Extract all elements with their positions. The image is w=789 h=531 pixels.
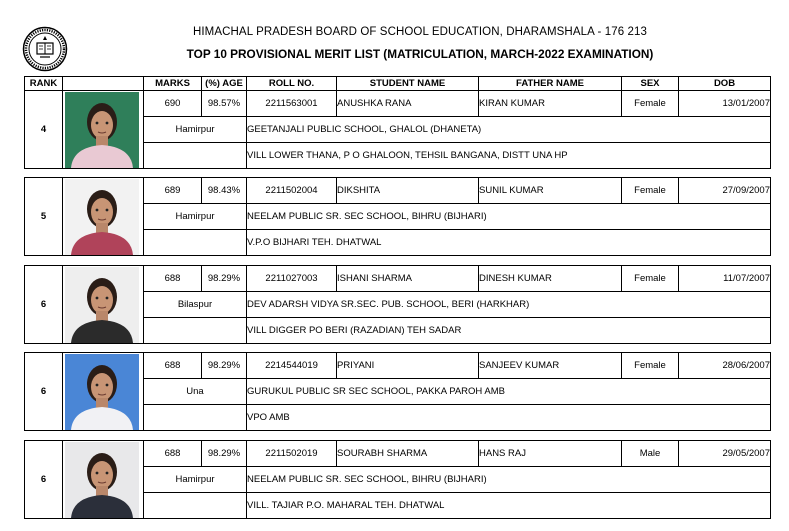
father-name-value: SANJEEV KUMAR — [479, 353, 622, 379]
column-header-row — [24, 76, 771, 91]
student-photo-icon — [65, 354, 139, 430]
father-name-value: HANS RAJ — [479, 441, 622, 467]
marks-value: 688 — [144, 441, 202, 467]
school-name-value: DEV ADARSH VIDYA SR.SEC. PUB. SCHOOL, BERI (HARKHAR) — [247, 292, 771, 318]
sex-value: Female — [622, 266, 679, 292]
school-name-value: GURUKUL PUBLIC SR SEC SCHOOL, PAKKA PAROH AMB — [247, 379, 771, 405]
col-sex: SEX — [622, 77, 679, 91]
student-photo-icon — [65, 92, 139, 168]
percentage-value: 98.29% — [202, 353, 247, 379]
blank-cell — [144, 493, 247, 519]
rank-value: 4 — [25, 91, 63, 169]
board-emblem-icon — [22, 26, 68, 72]
col-marks: MARKS — [144, 77, 202, 91]
merit-record — [24, 352, 771, 431]
student-name-value: PRIYANI — [337, 353, 479, 379]
student-name-value: ANUSHKA RANA — [337, 91, 479, 117]
address-value: VILL. TAJIAR P.O. MAHARAL TEH. DHATWAL — [247, 493, 771, 519]
rank-value: 5 — [25, 178, 63, 256]
student-photo-icon — [65, 442, 139, 518]
address-value: VPO AMB — [247, 405, 771, 431]
percentage-value: 98.29% — [202, 441, 247, 467]
address-value: VILL DIGGER PO BERI (RAZADIAN) TEH SADAR — [247, 318, 771, 344]
percentage-value: 98.43% — [202, 178, 247, 204]
district-value: Bilaspur — [144, 292, 247, 318]
board-name: HIMACHAL PRADESH BOARD OF SCHOOL EDUCATION, DHARAMSHALA - 176 213 — [192, 26, 648, 38]
merit-record — [24, 177, 771, 256]
address-value: VILL LOWER THANA, P O GHALOON, TEHSIL BANGANA, DISTT UNA HP — [247, 143, 771, 169]
col-percentage: (%) AGE — [202, 77, 247, 91]
student-photo-icon — [65, 267, 139, 343]
roll-no-value: 2211563001 — [247, 91, 337, 117]
roll-no-value: 2211027003 — [247, 266, 337, 292]
father-name-value: DINESH KUMAR — [479, 266, 622, 292]
merit-record — [24, 90, 771, 169]
student-photo — [63, 441, 144, 519]
student-name-value: SOURABH SHARMA — [337, 441, 479, 467]
col-rank: RANK — [25, 77, 63, 91]
col-dob: DOB — [679, 77, 771, 91]
student-photo-icon — [65, 179, 139, 255]
roll-no-value: 2211502004 — [247, 178, 337, 204]
school-name-value: GEETANJALI PUBLIC SCHOOL, GHALOL (DHANETA) — [247, 117, 771, 143]
col-photo — [63, 77, 144, 91]
roll-no-value: 2211502019 — [247, 441, 337, 467]
col-roll-no: ROLL NO. — [247, 77, 337, 91]
student-photo — [63, 178, 144, 256]
student-photo — [63, 353, 144, 431]
blank-cell — [144, 318, 247, 344]
rank-value: 6 — [25, 353, 63, 431]
marks-value: 689 — [144, 178, 202, 204]
blank-cell — [144, 230, 247, 256]
blank-cell — [144, 405, 247, 431]
father-name-value: KIRAN KUMAR — [479, 91, 622, 117]
dob-value: 27/09/2007 — [679, 178, 771, 204]
dob-value: 29/05/2007 — [679, 441, 771, 467]
merit-record — [24, 265, 771, 344]
student-name-value: ISHANI SHARMA — [337, 266, 479, 292]
roll-no-value: 2214544019 — [247, 353, 337, 379]
address-value: V.P.O BIJHARI TEH. DHATWAL — [247, 230, 771, 256]
marks-value: 688 — [144, 266, 202, 292]
marks-value: 688 — [144, 353, 202, 379]
merit-record — [24, 440, 771, 519]
sex-value: Female — [622, 178, 679, 204]
school-name-value: NEELAM PUBLIC SR. SEC SCHOOL, BIHRU (BIJHARI) — [247, 467, 771, 493]
blank-cell — [144, 143, 247, 169]
district-value: Hamirpur — [144, 467, 247, 493]
marks-value: 690 — [144, 91, 202, 117]
percentage-value: 98.29% — [202, 266, 247, 292]
col-father-name: FATHER NAME — [479, 77, 622, 91]
col-student-name: STUDENT NAME — [337, 77, 479, 91]
district-value: Una — [144, 379, 247, 405]
district-value: Hamirpur — [144, 117, 247, 143]
rank-value: 6 — [25, 266, 63, 344]
school-name-value: NEELAM PUBLIC SR. SEC SCHOOL, BIHRU (BIJHARI) — [247, 204, 771, 230]
father-name-value: SUNIL KUMAR — [479, 178, 622, 204]
sex-value: Female — [622, 91, 679, 117]
student-photo — [63, 91, 144, 169]
student-name-value: DIKSHITA — [337, 178, 479, 204]
sex-value: Male — [622, 441, 679, 467]
dob-value: 11/07/2007 — [679, 266, 771, 292]
district-value: Hamirpur — [144, 204, 247, 230]
rank-value: 6 — [25, 441, 63, 519]
dob-value: 13/01/2007 — [679, 91, 771, 117]
dob-value: 28/06/2007 — [679, 353, 771, 379]
sex-value: Female — [622, 353, 679, 379]
page-title: TOP 10 PROVISIONAL MERIT LIST (MATRICULATION, MARCH-2022 EXAMINATION) — [186, 47, 654, 61]
student-photo — [63, 266, 144, 344]
percentage-value: 98.57% — [202, 91, 247, 117]
